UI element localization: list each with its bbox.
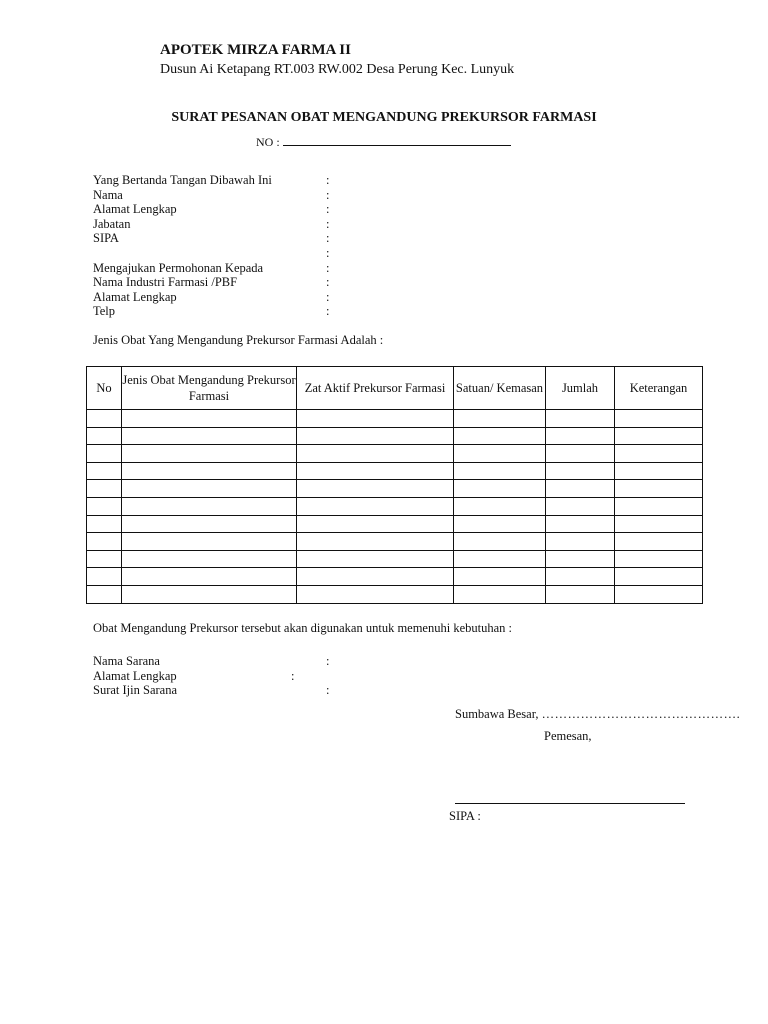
table-cell [87, 533, 122, 551]
table-cell [87, 480, 122, 498]
requester-field-colon: : [326, 216, 330, 231]
table-cell [546, 462, 615, 480]
signature-place: Sumbawa Besar, [455, 707, 539, 721]
table-cell [615, 410, 703, 428]
table-cell [615, 585, 703, 603]
table-cell [454, 568, 546, 586]
document-number [256, 134, 511, 150]
drug-list-intro: Jenis Obat Yang Mengandung Prekursor Farmasi Adalah : [93, 333, 384, 347]
table-cell [297, 515, 454, 533]
table-row [87, 550, 703, 568]
requester-field-label: Mengajukan Permohonan Kepada [93, 260, 264, 275]
facility-field-label: Nama Sarana [93, 654, 160, 668]
company-name: APOTEK MIRZA FARMA II [160, 42, 351, 58]
table-cell [454, 445, 546, 463]
table-cell [546, 480, 615, 498]
table-cell [297, 462, 454, 480]
table-header-row [87, 367, 703, 410]
table-row [87, 445, 703, 463]
facility-field-colon: : [326, 683, 330, 698]
table-row [87, 515, 703, 533]
table-cell [546, 568, 615, 586]
table-cell [615, 533, 703, 551]
table-cell [546, 497, 615, 515]
table-cell [87, 497, 122, 515]
table-cell [546, 550, 615, 568]
col-header-active-substance: Zat Aktif Prekursor Farmasi [297, 367, 454, 410]
table-cell [615, 515, 703, 533]
facility-field-label: Surat Ijin Sarana [93, 683, 178, 698]
table-cell [454, 533, 546, 551]
table-cell [615, 480, 703, 498]
table-cell [122, 480, 297, 498]
table-cell [122, 427, 297, 445]
table-cell [297, 410, 454, 428]
signature-line [455, 803, 685, 804]
requester-field-label: Alamat Lengkap [93, 202, 177, 217]
table-cell [454, 550, 546, 568]
col-header-unit: Satuan/ Kemasan [454, 367, 546, 410]
table-cell [454, 427, 546, 445]
col-header-no: No [87, 367, 122, 410]
table-cell [615, 427, 703, 445]
table-cell [297, 533, 454, 551]
table-cell [87, 462, 122, 480]
table-row [87, 533, 703, 551]
requester-field-colon: : [326, 275, 330, 290]
table-row [87, 497, 703, 515]
table-cell [297, 497, 454, 515]
facility-field-label: Alamat Lengkap [93, 668, 177, 683]
requester-field-colon: : [326, 202, 330, 217]
table-cell [87, 585, 122, 603]
table-cell [615, 550, 703, 568]
signature-role: Pemesan, [544, 729, 592, 743]
company-address: Dusun Ai Ketapang RT.003 RW.002 Desa Perung Kec. Lunyuk [160, 62, 515, 77]
table-row [87, 462, 703, 480]
signature-sipa: SIPA : [449, 809, 481, 823]
table-cell [122, 410, 297, 428]
table-row [87, 480, 703, 498]
table-cell [546, 445, 615, 463]
facility-field-colon: : [291, 668, 295, 683]
table-row [87, 427, 703, 445]
table-cell [297, 427, 454, 445]
requester-field-colon: : [326, 231, 330, 246]
document-number-blank [283, 134, 511, 146]
table-cell [87, 445, 122, 463]
requester-field-colon: : [326, 173, 330, 187]
table-cell [297, 480, 454, 498]
requester-field-label: SIPA [93, 231, 119, 246]
table-cell [122, 568, 297, 586]
table-cell [615, 497, 703, 515]
table-cell [122, 533, 297, 551]
table-body [87, 410, 703, 604]
table-cell [546, 585, 615, 603]
requester-field-label: Jabatan [93, 216, 131, 231]
table-row [87, 568, 703, 586]
table-cell [122, 497, 297, 515]
table-cell [454, 585, 546, 603]
table-cell [297, 568, 454, 586]
requester-field-label: Nama [93, 187, 123, 202]
table-cell [87, 427, 122, 445]
table-cell [615, 568, 703, 586]
requester-field-label: Alamat Lengkap [93, 289, 177, 304]
table-cell [87, 550, 122, 568]
table-cell [297, 585, 454, 603]
table-row [87, 410, 703, 428]
signature-date-dots: ………………………………………. [541, 707, 741, 721]
col-header-quantity: Jumlah [546, 367, 615, 410]
requester-field-colon: : [326, 187, 330, 202]
table-cell [546, 515, 615, 533]
table-cell [546, 533, 615, 551]
table-cell [615, 445, 703, 463]
requester-field-label: Yang Bertanda Tangan Dibawah Ini [93, 173, 272, 187]
table-cell [454, 410, 546, 428]
table-cell [546, 410, 615, 428]
table-cell [87, 410, 122, 428]
table-cell [122, 445, 297, 463]
table-cell [87, 515, 122, 533]
table-cell [615, 462, 703, 480]
table-cell [87, 568, 122, 586]
facility-field-colon: : [326, 654, 330, 668]
requester-field-colon: : [326, 260, 330, 275]
table-cell [454, 462, 546, 480]
requester-field-colon: : [326, 289, 330, 304]
requester-field-label: Nama Industri Farmasi /PBF [93, 275, 238, 290]
table-row [87, 585, 703, 603]
usage-statement: Obat Mengandung Prekursor tersebut akan digunakan untuk memenuhi kebutuhan : [93, 621, 513, 635]
table-cell [122, 515, 297, 533]
table-cell [122, 462, 297, 480]
table-cell [546, 427, 615, 445]
document-title: SURAT PESANAN OBAT MENGANDUNG PREKURSOR FARMASI [171, 110, 597, 125]
table-cell [454, 515, 546, 533]
table-cell [454, 497, 546, 515]
table-cell [122, 585, 297, 603]
requester-field-colon: : [326, 246, 330, 260]
col-header-drug-type: Jenis Obat Mengandung Prekursor Farmasi [122, 367, 297, 410]
document-number-label: NO : [256, 135, 280, 149]
table-cell [454, 480, 546, 498]
col-header-remarks: Keterangan [615, 367, 703, 410]
drug-order-table [86, 366, 703, 604]
signature-place-date [455, 707, 740, 722]
requester-field-label: Telp [93, 304, 116, 319]
requester-field-colon: : [326, 304, 330, 319]
table-cell [297, 445, 454, 463]
table-cell [297, 550, 454, 568]
table-cell [122, 550, 297, 568]
